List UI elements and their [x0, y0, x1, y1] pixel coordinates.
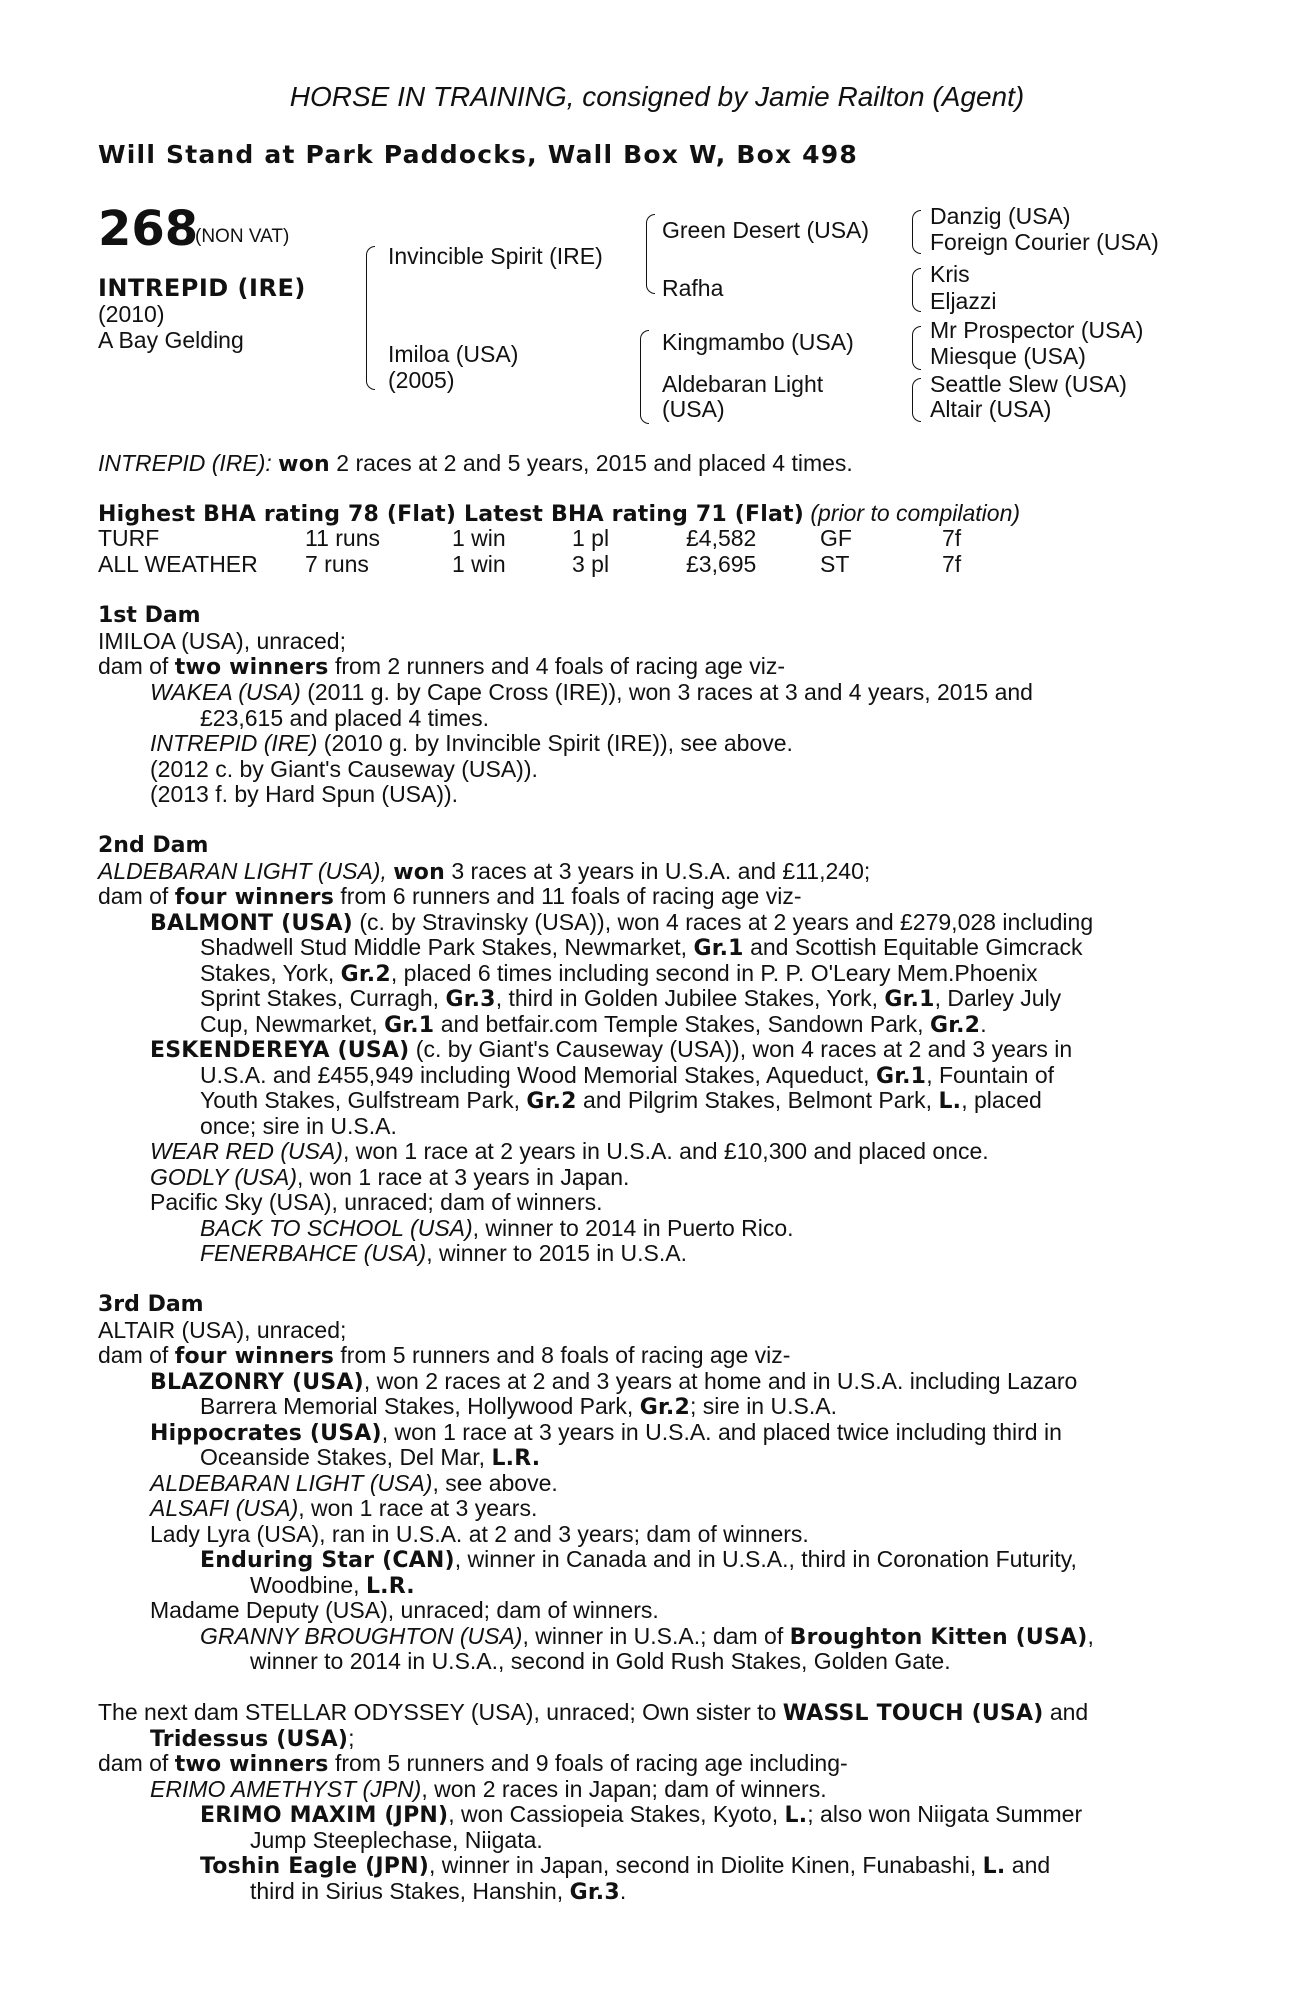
- text: and: [1005, 1852, 1051, 1878]
- next-dam-line-cont: [150, 1726, 355, 1753]
- text: .: [619, 1878, 627, 1904]
- produce-entry-sub-cont: [250, 1573, 415, 1600]
- text: Stakes, York,: [200, 960, 341, 986]
- next-dam-produce: [98, 1751, 848, 1778]
- produce-entry: [150, 910, 1093, 937]
- horse-link: Broughton Kitten (USA): [789, 1625, 1088, 1650]
- text: dam of: [98, 883, 175, 909]
- grade: Gr.1: [384, 1013, 435, 1038]
- horse-link: ALSAFI (USA): [150, 1495, 299, 1521]
- surface: TURF: [98, 525, 160, 551]
- text: ; sire in U.S.A.: [689, 1393, 837, 1419]
- text: U.S.A. and £455,949 including Wood Memorial Stakes, Aqueduct,: [200, 1062, 876, 1088]
- text: , won 2 races in Japan; dam of winners.: [421, 1776, 827, 1802]
- text: , won Cassiopeia Stakes, Kyoto,: [448, 1801, 785, 1827]
- text: The next dam STELLAR ODYSSEY (USA), unraced; Own sister to: [98, 1699, 783, 1725]
- produce-entry-cont: [200, 986, 1061, 1013]
- horse-link: WEAR RED (USA): [150, 1138, 343, 1164]
- produce-entry: (2013 f. by Hard Spun (USA)).: [150, 781, 459, 807]
- going: GF: [820, 525, 852, 551]
- horse-link: Enduring Star (CAN): [200, 1548, 455, 1573]
- text: Youth Stakes, Gulfstream Park,: [200, 1087, 527, 1113]
- text: Shadwell Stud Middle Park Stakes, Newmarket,: [200, 934, 694, 960]
- pedigree-g3-3: Kris: [930, 261, 970, 287]
- produce-entry-cont: [200, 1394, 837, 1421]
- text: , placed: [961, 1087, 1042, 1113]
- grade: L.: [938, 1089, 962, 1114]
- text: , Darley July: [934, 985, 1062, 1011]
- pedigree-sire-sire: Green Desert (USA): [662, 217, 870, 243]
- produce-entry-sub: [200, 1241, 687, 1267]
- grade: L.R.: [491, 1446, 541, 1471]
- going: ST: [820, 551, 850, 577]
- text: , winner to 2015 in U.S.A.: [426, 1240, 688, 1266]
- produce-entry: Madame Deputy (USA), unraced; dam of winners.: [150, 1597, 659, 1623]
- text: and Pilgrim Stakes, Belmont Park,: [576, 1087, 939, 1113]
- text: dam of: [98, 653, 175, 679]
- pedigree-g3-5: Mr Prospector (USA): [930, 317, 1144, 343]
- prize-money: £4,582: [686, 525, 757, 551]
- third-dam-line: ALTAIR (USA), unraced;: [98, 1317, 347, 1343]
- pedigree-dam-dam-country: (USA): [662, 396, 725, 422]
- second-dam-line: [98, 859, 870, 886]
- text: , third in Golden Jubilee Stakes, York,: [495, 985, 885, 1011]
- second-dam-heading: 2nd Dam: [98, 833, 209, 858]
- text: Oceanside Stakes, Del Mar,: [200, 1444, 492, 1470]
- grade: Gr.1: [875, 1064, 927, 1089]
- text: and Scottish Equitable Gimcrack: [743, 934, 1083, 960]
- text: , Fountain of: [926, 1062, 1055, 1088]
- pedigree-brace: [912, 210, 921, 254]
- produce-entry: [150, 1369, 1077, 1396]
- pedigree-g3-2: Foreign Courier (USA): [930, 229, 1159, 255]
- produce-entry: Pacific Sky (USA), unraced; dam of winners.: [150, 1189, 603, 1215]
- text: (c. by Giant's Causeway (USA)), won 4 races at 2 and 3 years in: [409, 1036, 1073, 1062]
- race-summary: [98, 451, 853, 478]
- pedigree-dam-year: (2005): [388, 367, 455, 393]
- grade: Gr.1: [693, 936, 744, 961]
- won: won: [393, 860, 445, 885]
- grade: Gr.3: [569, 1880, 620, 1905]
- produce-entry: [150, 1420, 1062, 1447]
- vat-status: (NON VAT): [195, 226, 290, 247]
- distance: 7f: [942, 525, 962, 551]
- horse-link: WAKEA (USA): [150, 679, 301, 705]
- first-dam-line: IMILOA (USA), unraced;: [98, 628, 346, 654]
- produce-entry: [150, 680, 1033, 706]
- text: dam of: [98, 1750, 175, 1776]
- catalogue-header: HORSE IN TRAINING, consigned by Jamie Railton (Agent): [289, 81, 1025, 112]
- produce-entry-sub: [200, 1802, 1082, 1829]
- text: , see above.: [432, 1470, 558, 1496]
- pedigree-dam-dam: Aldebaran Light: [662, 371, 824, 397]
- winner-count: two winners: [174, 655, 329, 680]
- horse-link: BACK TO SCHOOL (USA): [200, 1215, 473, 1241]
- text: .: [980, 1011, 987, 1037]
- text: (2010 g. by Invincible Spirit (IRE)), see above.: [317, 730, 793, 756]
- pedigree-sire: Invincible Spirit (IRE): [388, 243, 603, 269]
- horse-link: INTREPID (IRE): [150, 730, 318, 756]
- produce-entry: [150, 1165, 629, 1191]
- grade: Gr.2: [639, 1395, 690, 1420]
- grade: Gr.3: [445, 987, 496, 1012]
- text: dam of: [98, 1342, 175, 1368]
- text: , winner in Canada and in U.S.A., third in Coronation Futurity,: [454, 1546, 1077, 1572]
- ratings-heading: [98, 501, 1020, 528]
- runs: 7 runs: [305, 551, 369, 577]
- next-dam-line: [98, 1700, 1088, 1727]
- text: ; also won Niigata Summer: [807, 1801, 1083, 1827]
- produce-entry-cont: [200, 1088, 1042, 1115]
- pedigree-dam: Imiloa (USA): [388, 341, 519, 367]
- pedigree-g3-4: Eljazzi: [930, 288, 997, 314]
- produce-entry-sub-cont: Jump Steeplechase, Niigata.: [250, 1827, 543, 1853]
- pedigree-g3-7: Seattle Slew (USA): [930, 371, 1127, 397]
- bha-ratings: Highest BHA rating 78 (Flat) Latest BHA rating 71 (Flat): [98, 502, 804, 527]
- pedigree-brace: [366, 246, 375, 390]
- wins: 1 win: [452, 525, 506, 551]
- surface: ALL WEATHER: [98, 551, 258, 577]
- text: and betfair.com Temple Stakes, Sandown Park,: [434, 1011, 930, 1037]
- dam-name: ALDEBARAN LIGHT (USA),: [98, 858, 394, 884]
- produce-entry-sub: [200, 1216, 794, 1242]
- horse-year: (2010): [98, 301, 165, 327]
- text: , won 1 race at 3 years.: [298, 1495, 538, 1521]
- distance: 7f: [942, 551, 962, 577]
- produce-entry: [150, 1139, 989, 1165]
- text: from 2 runners and 4 foals of racing age viz-: [328, 653, 785, 679]
- text: Sprint Stakes, Curragh,: [200, 985, 446, 1011]
- produce-entry: [150, 731, 793, 757]
- horse-link: BALMONT (USA): [150, 911, 353, 936]
- pedigree-brace: [912, 268, 921, 312]
- horse-link: Toshin Eagle (JPN): [200, 1854, 429, 1879]
- horse-link: FENERBAHCE (USA): [200, 1240, 427, 1266]
- horse-link: BLAZONRY (USA): [150, 1370, 364, 1395]
- winner-count: four winners: [174, 885, 335, 910]
- horse-link: WASSL TOUCH (USA): [782, 1701, 1044, 1726]
- produce-entry-cont: [200, 1012, 987, 1039]
- stand-location: Will Stand at Park Paddocks, Wall Box W, Box 498: [98, 140, 858, 169]
- pedigree-g3-6: Miesque (USA): [930, 343, 1086, 369]
- winner-count: two winners: [174, 1752, 329, 1777]
- text: , placed 6 times including second in P. P. O'Leary Mem.Phoenix: [390, 960, 1038, 986]
- horse-link: GRANNY BROUGHTON (USA): [200, 1623, 523, 1649]
- third-dam-heading: 3rd Dam: [98, 1292, 204, 1317]
- produce-entry-cont: [200, 1445, 540, 1472]
- horse-link: ESKENDEREYA (USA): [150, 1038, 410, 1063]
- grade: Gr.2: [340, 962, 391, 987]
- text: Cup, Newmarket,: [200, 1011, 385, 1037]
- pedigree-g3-1: Danzig (USA): [930, 203, 1071, 229]
- ratings-row-turf: [0, 526, 1314, 552]
- text: (c. by Stravinsky (USA)), won 4 races at 2 years and £279,028 including: [352, 909, 1094, 935]
- horse-link: ERIMO AMETHYST (JPN): [150, 1776, 422, 1802]
- text: ,: [1087, 1623, 1094, 1649]
- horse-description: A Bay Gelding: [98, 327, 244, 353]
- text: and: [1043, 1699, 1089, 1725]
- horse-link: GODLY (USA): [150, 1164, 297, 1190]
- produce-entry: [150, 1496, 537, 1522]
- text: , won 1 race at 3 years in Japan.: [297, 1164, 630, 1190]
- pedigree-brace: [646, 214, 655, 294]
- winner-count: four winners: [174, 1344, 335, 1369]
- first-dam-heading: 1st Dam: [98, 603, 201, 628]
- runs: 11 runs: [305, 525, 381, 551]
- third-dam-produce: [98, 1343, 790, 1370]
- grade: Gr.2: [929, 1013, 981, 1038]
- text: from 5 runners and 8 foals of racing age viz-: [334, 1342, 791, 1368]
- ratings-row-all-weather: [0, 552, 1314, 578]
- horse-link: ERIMO MAXIM (JPN): [200, 1803, 449, 1828]
- grade: L.R.: [365, 1574, 415, 1599]
- produce-entry-sub: [200, 1547, 1077, 1574]
- text: , winner to 2014 in Puerto Rico.: [472, 1215, 794, 1241]
- pedigree-sire-dam: Rafha: [662, 275, 724, 301]
- summary-record: 2 races at 2 and 5 years, 2015 and placed 4 times.: [336, 450, 853, 476]
- text: Barrera Memorial Stakes, Hollywood Park,: [200, 1393, 640, 1419]
- summary-horse-name: INTREPID (IRE):: [98, 450, 272, 476]
- produce-entry: Lady Lyra (USA), ran in U.S.A. at 2 and 3 years; dam of winners.: [150, 1521, 809, 1547]
- grade: Gr.1: [884, 987, 935, 1012]
- produce-entry-sub-cont: winner to 2014 in U.S.A., second in Gold Rush Stakes, Golden Gate.: [250, 1648, 951, 1674]
- pedigree-dam-sire: Kingmambo (USA): [662, 329, 854, 355]
- produce-entry: [150, 1777, 827, 1803]
- text: , winner in Japan, second in Diolite Kinen, Funabashi,: [429, 1852, 983, 1878]
- second-dam-produce: [98, 884, 802, 911]
- grade: L.: [982, 1854, 1006, 1879]
- horse-name: INTREPID (IRE): [98, 274, 306, 302]
- pedigree-g3-8: Altair (USA): [930, 396, 1052, 422]
- produce-entry: [150, 1471, 558, 1497]
- pedigree-brace: [912, 326, 921, 370]
- prize-money: £3,695: [686, 551, 757, 577]
- text: , won 1 race at 3 years in U.S.A. and placed twice including third in: [381, 1419, 1062, 1445]
- produce-entry: (2012 c. by Giant's Causeway (USA)).: [150, 756, 538, 782]
- placed: 1 pl: [572, 525, 610, 551]
- horse-link: Hippocrates (USA): [150, 1421, 382, 1446]
- summary-won: won: [278, 452, 330, 477]
- text: 3 races at 3 years in U.S.A. and £11,240;: [444, 858, 871, 884]
- produce-entry-cont: £23,615 and placed 4 times.: [200, 705, 489, 731]
- produce-entry-cont: [200, 961, 1038, 988]
- produce-entry-sub-cont: [250, 1879, 626, 1906]
- produce-entry-sub: [200, 1624, 1094, 1651]
- lot-number: 268: [98, 201, 199, 257]
- text: third in Sirius Stakes, Hanshin,: [250, 1878, 570, 1904]
- ratings-note: (prior to compilation): [810, 500, 1021, 526]
- pedigree-brace: [912, 378, 921, 422]
- text: , won 2 races at 2 and 3 years at home and in U.S.A. including Lazaro: [363, 1368, 1078, 1394]
- produce-entry-sub: [200, 1853, 1050, 1880]
- text: , won 1 race at 2 years in U.S.A. and £10,300 and placed once.: [342, 1138, 989, 1164]
- placed: 3 pl: [572, 551, 610, 577]
- text: from 6 runners and 11 foals of racing age viz-: [334, 883, 802, 909]
- grade: Gr.2: [526, 1089, 577, 1114]
- produce-entry: [150, 1037, 1072, 1064]
- horse-link: ALDEBARAN LIGHT (USA): [150, 1470, 433, 1496]
- text: (2011 g. by Cape Cross (IRE)), won 3 races at 3 and 4 years, 2015 and: [300, 679, 1033, 705]
- text: , winner in U.S.A.; dam of: [522, 1623, 790, 1649]
- produce-entry-cont: [200, 1063, 1054, 1090]
- produce-entry-cont: once; sire in U.S.A.: [200, 1113, 397, 1139]
- text: from 5 runners and 9 foals of racing age including-: [328, 1750, 848, 1776]
- pedigree-brace: [640, 330, 649, 424]
- horse-link: Tridessus (USA): [150, 1727, 349, 1752]
- wins: 1 win: [452, 551, 506, 577]
- grade: L.: [784, 1803, 808, 1828]
- produce-entry-cont: [200, 935, 1082, 962]
- text: Woodbine,: [250, 1572, 366, 1598]
- first-dam-produce: [98, 654, 785, 681]
- text: ;: [348, 1725, 355, 1751]
